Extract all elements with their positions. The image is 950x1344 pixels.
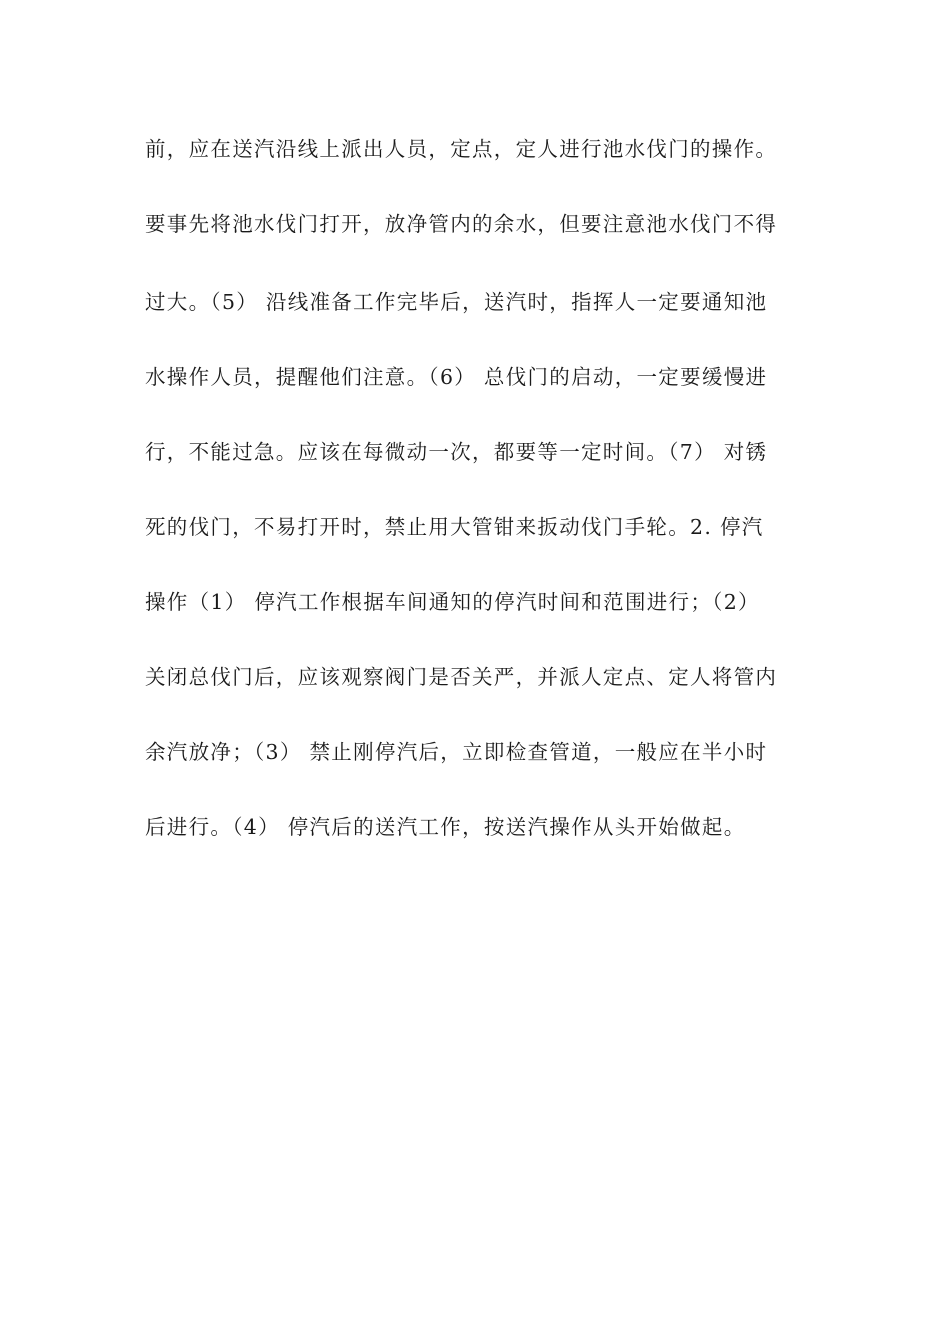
text-line: 水操作人员，提醒他们注意。（6） 总伐门的启动，一定要缓慢进 xyxy=(145,365,768,389)
text-line: 要事先将池水伐门打开，放净管内的余水，但要注意池水伐门不得 xyxy=(145,212,778,236)
text-line: 前，应在送汽沿线上派出人员，定点，定人进行池水伐门的操作。 xyxy=(145,137,778,161)
text-line: 过大。（5） 沿线准备工作完毕后，送汽时，指挥人一定要通知池 xyxy=(145,290,768,314)
text-line: 关闭总伐门后，应该观察阀门是否关严，并派人定点、定人将管内 xyxy=(145,665,778,689)
text-line: 后进行。（4） 停汽后的送汽工作，按送汽操作从头开始做起。 xyxy=(145,815,746,839)
text-line: 行，不能过急。应该在每微动一次，都要等一定时间。（7） 对锈 xyxy=(145,440,768,464)
text-line: 操作（1） 停汽工作根据车间通知的停汽时间和范围进行；（2） xyxy=(145,590,760,614)
text-line: 死的伐门，不易打开时，禁止用大管钳来扳动伐门手轮。2. 停汽 xyxy=(145,515,764,539)
text-line: 余汽放净；（3） 禁止刚停汽后，立即检查管道，一般应在半小时 xyxy=(145,740,768,764)
